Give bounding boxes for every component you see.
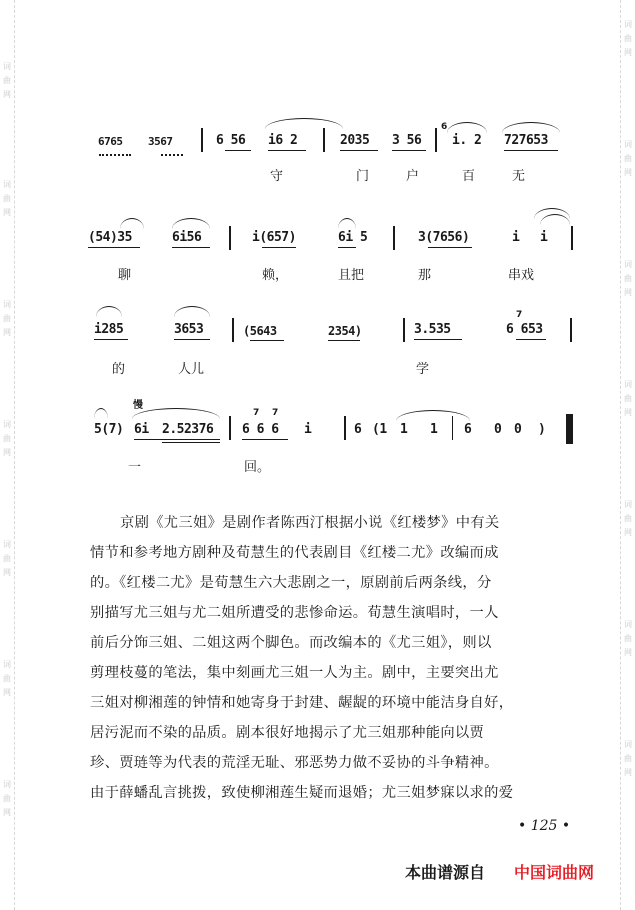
watermark-char: 词 [624,740,632,749]
note-group: (5643 [243,324,277,338]
note-group: i [512,230,520,245]
watermark-char: 词 [624,260,632,269]
bar-line [232,318,234,342]
watermark-char: 网 [3,568,11,577]
note-group: 1 [400,422,408,437]
watermark-char: 词 [3,780,11,789]
beam [242,439,288,440]
watermark-char: 网 [3,208,11,217]
beam [428,247,472,248]
slur [502,122,560,133]
watermark-char: 网 [624,288,632,297]
note-group: 5(7) [94,422,124,437]
watermark-char: 词 [3,180,11,189]
watermark-char: 曲 [3,554,11,563]
note-group: 6i 5 [338,230,368,245]
beam [88,247,140,248]
note-group: 2354) [328,324,362,338]
lyric: 那 [418,268,432,283]
grace-note: 7 [516,310,523,320]
prose-line: 京剧《尤三姐》是剧作者陈西汀根据小说《红楼梦》中有关 [120,515,500,531]
beam [172,247,210,248]
bar-line [570,318,572,342]
note-group: i [540,230,548,245]
prose-line: 别描写尤三姐与尤二姐所遭受的悲惨命运。荀慧生演唱时，一人 [90,605,499,621]
lyric: 聊 [118,268,132,283]
slur [265,118,343,129]
beam [134,439,220,440]
bar-line [393,226,395,250]
beam [340,150,378,151]
watermark-char: 曲 [3,434,11,443]
beam [414,339,462,340]
watermark-char: 词 [3,420,11,429]
watermark-char: 词 [3,540,11,549]
slur [396,410,470,421]
watermark-char: 曲 [3,794,11,803]
watermark-char: 曲 [624,274,632,283]
watermark-char: 词 [624,380,632,389]
watermark-char: 曲 [3,314,11,323]
watermark-char: 曲 [624,514,632,523]
prose-line: 情节和参考地方剧种及荀慧生的代表剧目《红楼二尤》改编而成 [90,545,499,561]
watermark-char: 网 [3,90,11,99]
bar-line [229,416,231,440]
slur [120,218,144,229]
slur [132,408,220,419]
bar-line [571,226,573,250]
beam [94,339,128,340]
bar-line [344,416,346,440]
lyric: 门 [356,169,370,184]
note-group: 3(7656) [418,230,470,245]
lyric: 的 [112,362,126,377]
watermark-char: 曲 [624,154,632,163]
slur [172,218,210,229]
lyric: 学 [416,362,430,377]
octave-dots [99,151,131,156]
score-line-1 [0,118,635,188]
note-group: 6i56 [172,230,202,245]
bar-line [229,226,231,250]
beam [225,150,251,151]
tempo-mark: 慢 [133,400,143,411]
lyric: 人儿 [178,362,205,377]
prose-line: 三姐对柳湘莲的钟情和她寄身于封建、龌龊的环境中能洁身自好， [90,695,514,711]
watermark-char: 词 [624,140,632,149]
watermark-char: 网 [3,808,11,817]
watermark-char: 网 [624,48,632,57]
watermark-char: 词 [624,500,632,509]
beam [516,339,546,340]
score-line-2 [0,212,635,282]
lyric: 百 [462,169,476,184]
lyric: 无 [512,169,526,184]
slur [96,306,122,317]
watermark-char: 曲 [3,76,11,85]
watermark-char: 词 [624,620,632,629]
lyric: 且把 [338,268,365,283]
watermark-char: 曲 [3,674,11,683]
watermark-char: 曲 [624,754,632,763]
final-bar-line [566,414,573,444]
note-group: 6 6 6 [242,422,279,437]
prose-line: 剪理枝蔓的笔法，集中刻画尤三姐一人为主。剧中，主要突出尤 [90,665,499,681]
watermark-char: 网 [3,328,11,337]
note-group: 6765 [98,135,123,148]
bar-line [323,128,325,152]
beam [174,339,210,340]
bar-line [403,318,405,342]
prose-line: 前后分饰三姐、二姐这两个脚色。而改编本的《尤三姐》，则以 [90,635,492,651]
watermark-char: 网 [624,168,632,177]
note-group: 3567 [148,135,173,148]
note-group: 6 [464,422,472,437]
footer-site-name[interactable]: 中国词曲网 [514,863,595,882]
page-number: • 125 • [518,818,571,834]
note-group: i [304,422,312,437]
slur-number: 6 [441,122,448,132]
note-group: 1 [430,422,438,437]
watermark-char: 网 [624,528,632,537]
footer-source-label: 本曲谱源自 [405,863,486,882]
note-group: i(657) [252,230,296,245]
beam [328,340,360,341]
beam [162,442,220,443]
note-group: 6 [354,422,362,437]
slur [338,218,356,229]
note-group: 6 653 [506,322,543,337]
beam [392,150,426,151]
watermark-char: 网 [624,648,632,657]
watermark-char: 词 [624,20,632,29]
watermark-char: 网 [624,768,632,777]
prose-line: 由于薛蟠乱言挑拨，致使柳湘莲生疑而退婚；尤三姐梦寐以求的爱 [90,785,514,801]
note-group: 727653 [504,133,548,148]
watermark-char: 曲 [624,394,632,403]
bar-line [452,416,453,440]
bar-line [201,128,203,152]
note-group: (1 [372,422,387,437]
lyric: 户 [406,169,420,184]
slur [174,306,210,317]
watermark-char: 网 [624,408,632,417]
note-group: i6 2 [268,133,298,148]
watermark-char: 词 [3,660,11,669]
prose-line: 居污泥而不染的品质。剧本很好地揭示了尤三姐那种能向以贾 [90,725,485,741]
watermark-char: 曲 [624,34,632,43]
beam [262,247,296,248]
lyric: 一 [128,460,142,475]
bar-line [435,128,437,152]
lyric: 串戏 [508,268,535,283]
note-group: 2.52376 [162,422,214,437]
lyric: 赖， [262,268,289,283]
grace-note: 7 [272,408,279,418]
beam [504,150,558,151]
note-group: 6i [134,422,149,437]
note-group: ) [538,422,546,437]
watermark-char: 网 [3,688,11,697]
beam [338,247,356,248]
slur [447,122,487,133]
watermark-char: 网 [3,448,11,457]
note-group: 0 [494,422,502,437]
watermark-char: 词 [3,62,11,71]
prose-line: 的。《红楼二尤》是荀慧生六大悲剧之一，原剧前后两条线，分 [90,575,492,591]
watermark-char: 曲 [624,634,632,643]
note-group: 6 56 [216,133,246,148]
note-group: 3.535 [414,322,451,337]
score-line-4 [0,396,635,475]
watermark-char: 词 [3,300,11,309]
note-group: 3 56 [392,133,422,148]
lyric: 回。 [244,460,271,475]
note-group: 2035 [340,133,370,148]
beam [268,150,306,151]
score-line-3 [0,304,635,377]
note-group: i285 [94,322,124,337]
note-group: 0 [514,422,522,437]
note-group: (54)35 [88,230,132,245]
grace-note: 7 [253,408,260,418]
beam [250,340,284,341]
watermark-char: 曲 [3,194,11,203]
slur [94,408,108,419]
prose-line: 珍、贾琏等为代表的荒淫无耻、邪恶势力做不妥协的斗争精神。 [90,755,499,771]
octave-dots [161,151,183,156]
note-group: 3653 [174,322,204,337]
lyric: 守 [270,169,284,184]
note-group: i. 2 [452,133,482,148]
